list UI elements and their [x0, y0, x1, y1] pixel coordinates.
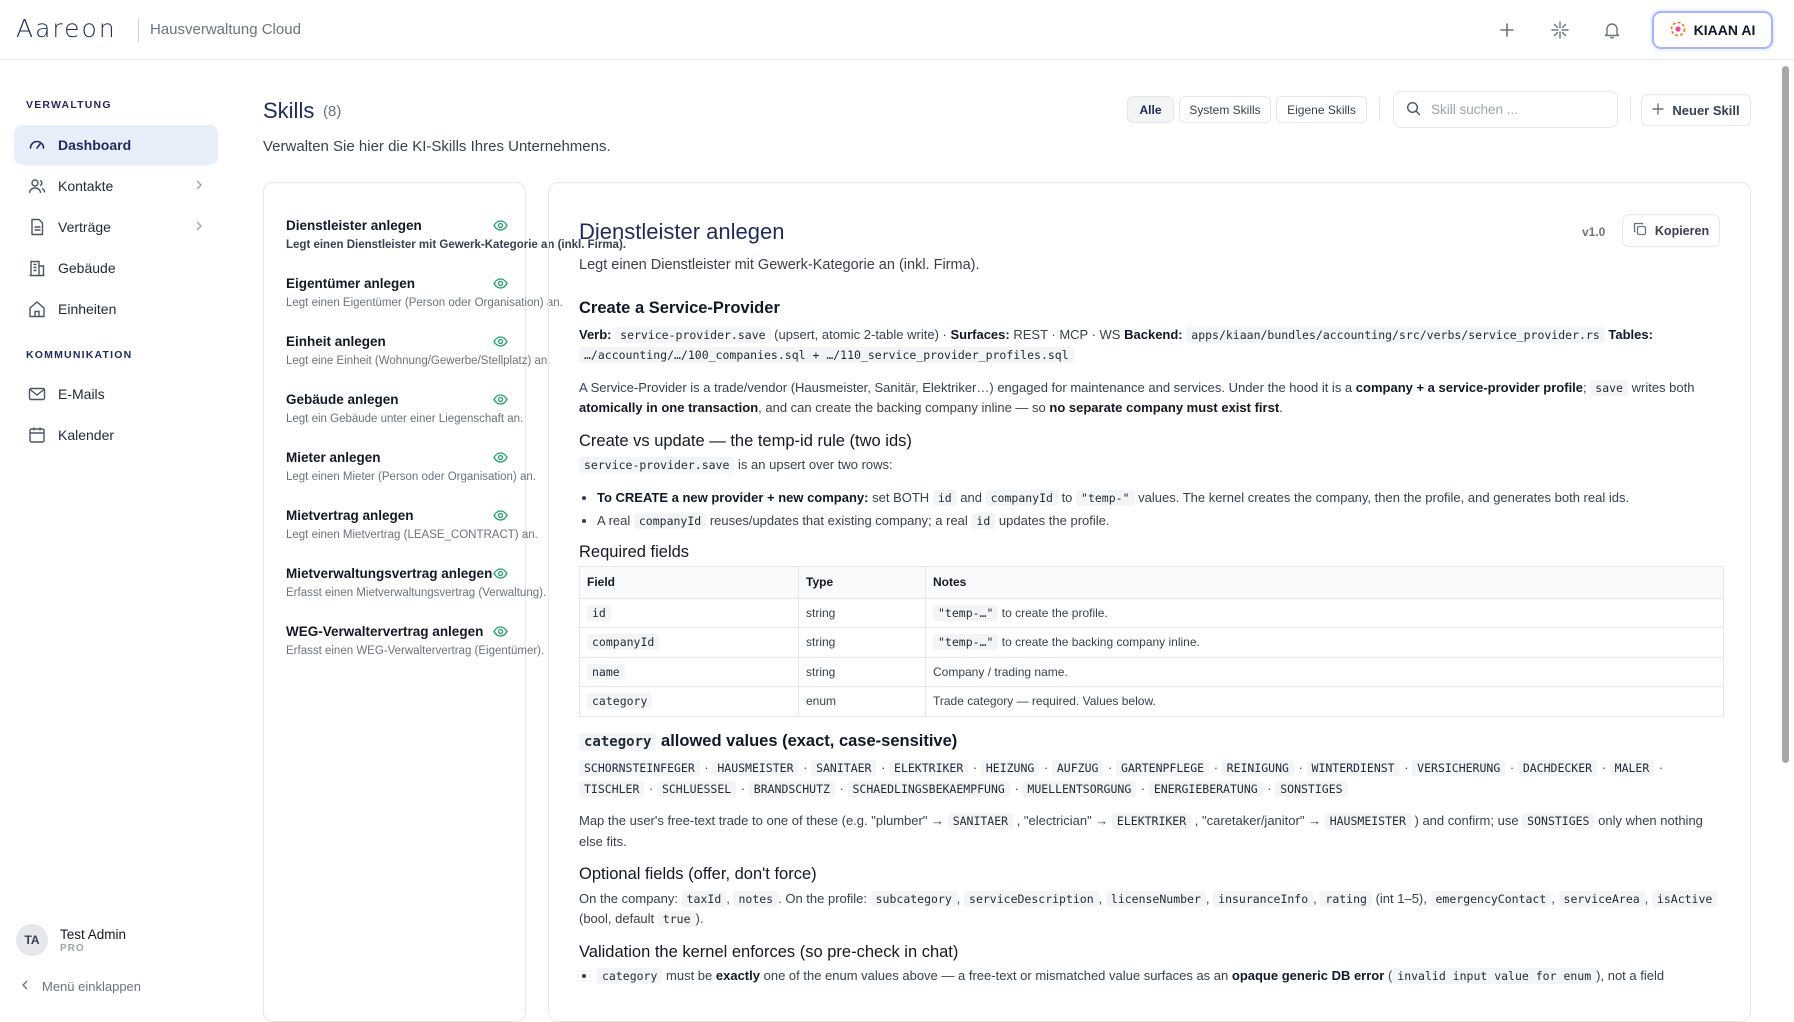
new-skill-label: Neuer Skill — [1672, 102, 1740, 118]
separator: · — [799, 760, 812, 775]
page-title: Skills — [263, 98, 315, 123]
app-name: Hausverwaltung Cloud — [150, 21, 301, 38]
skill-description: Legt einen Mieter (Person oder Organisation) an. — [286, 471, 536, 483]
skill-name: Gebäude anlegen — [286, 392, 399, 407]
chevron-right-icon — [194, 219, 204, 236]
chevron-right-icon — [194, 178, 204, 195]
skill-description: Legt ein Gebäude unter einer Liegenschaft an. — [286, 413, 524, 425]
enum-value: MALER — [1610, 760, 1655, 776]
sidebar-item-label: Kontakte — [58, 178, 114, 194]
new-skill-button[interactable] — [1641, 94, 1751, 126]
sidebar-item-label: Kalender — [58, 427, 115, 443]
top-bar — [0, 0, 1794, 60]
list-item: • To CREATE a new provider + new company: set BOTH id and companyId to "temp-" values. The kernel creates the company, then the profile, and generates both real ids. — [597, 488, 1724, 509]
app-logo[interactable]: Aareon — [16, 14, 117, 43]
filter-system-skills[interactable]: System Skills — [1179, 96, 1271, 123]
separator: · — [1137, 780, 1149, 796]
upsert-line: service-provider.save is an upsert over two rows: — [579, 455, 1724, 476]
page-scrollbar[interactable] — [1782, 66, 1789, 763]
separator: · — [1010, 780, 1023, 796]
separator: · — [1263, 780, 1276, 796]
document-icon — [28, 218, 46, 236]
enum-value: ELEKTRIKER — [889, 760, 968, 776]
skill-item[interactable] — [286, 392, 524, 425]
skill-name: WEG-Verwaltervertrag anlegen — [286, 624, 484, 639]
rule-list — [597, 488, 1724, 532]
sidebar-item-label: Dashboard — [58, 137, 132, 153]
sidebar-item-emails[interactable] — [14, 374, 218, 414]
enum-value: BRANDSCHUTZ — [749, 781, 835, 797]
mail-icon — [28, 385, 46, 403]
building-icon — [28, 259, 46, 277]
separator: · — [1655, 760, 1664, 775]
sidebar-item-kontakte[interactable] — [14, 166, 218, 206]
filter-own-skills[interactable]: Eigene Skills — [1276, 96, 1367, 123]
sidebar-item-label: Verträge — [58, 219, 111, 235]
search-input[interactable] — [1431, 102, 1611, 117]
sidebar-item-dashboard[interactable] — [14, 125, 218, 165]
skill-version: v1.0 — [1582, 225, 1606, 239]
plus-icon[interactable] — [1493, 16, 1521, 44]
skill-search[interactable] — [1393, 91, 1618, 128]
skill-name: Mietverwaltungsvertrag anlegen — [286, 566, 493, 581]
skill-item[interactable] — [286, 566, 547, 599]
sidebar — [0, 61, 232, 1013]
skill-item[interactable] — [286, 276, 563, 309]
sidebar-item-kalender[interactable] — [14, 415, 218, 455]
enum-value: ENERGIEBERATUNG — [1149, 781, 1263, 797]
table-row: id string "temp-…" to create the profile. — [580, 598, 1724, 628]
sidebar-item-gebaeude[interactable] — [14, 248, 218, 288]
enum-value: HEIZUNG — [981, 760, 1039, 776]
user-tier: PRO — [60, 942, 85, 954]
enum-value: WINTERDIENST — [1307, 760, 1400, 776]
backend-code: apps/kiaan/bundles/accounting/src/verbs/service_provider.rs — [1186, 327, 1605, 343]
avatar: TA — [16, 924, 48, 956]
intro-paragraph: A Service-Provider is a trade/vendor (Hausmeister, Sanitär, Elektriker…) engaged for maintenance and services. Under the hood it is a company + a service-provider profile; save writes both atomically in one transaction, and can create the backing company inline — so no separate company must exist first. — [579, 379, 1695, 415]
enum-value: DACHDECKER — [1518, 760, 1597, 776]
plus-icon — [1652, 103, 1664, 118]
enum-value: GARTENPFLEGE — [1116, 760, 1209, 776]
section-heading: Required fields — [579, 542, 690, 561]
tables-code: …/accounting/…/100_companies.sql + …/110_service_provider_profiles.sql — [579, 347, 1074, 363]
skill-description: Erfasst einen WEG-Verwaltervertrag (Eigentümer). — [286, 645, 545, 657]
kiaan-logo-icon — [1670, 21, 1686, 40]
eye-icon[interactable] — [493, 276, 508, 292]
toolbar-divider — [1379, 97, 1380, 121]
sidebar-item-label: E-Mails — [58, 386, 105, 402]
skill-name: Eigentümer anlegen — [286, 276, 416, 291]
verb-line: Verb: service-provider.save (upsert, atomic 2-table write) · Surfaces: REST · MCP · WS Backend: apps/kiaan/bundles/accounting/src/verbs/service_provider.rs Tables: …/accounting/…/100_companies.sql + …/110_service_provider_profiles.sql — [579, 326, 1653, 362]
enum-values — [579, 758, 1724, 799]
enum-value: AUFZUG — [1052, 760, 1104, 776]
section-heading: Create a Service-Provider — [579, 299, 780, 317]
skill-item[interactable] — [286, 450, 536, 483]
gauge-icon — [28, 136, 46, 154]
logo-divider — [138, 18, 139, 42]
eye-icon[interactable] — [493, 392, 508, 408]
optional-paragraph: On the company: taxId , notes . On the profile: subcategory , serviceDescription , licenseNumber , insuranceInfo , rating (int 1–5), emergencyContact , serviceArea , isActive (bool, default true ). — [579, 889, 1724, 930]
skill-name: Einheit anlegen — [286, 334, 386, 349]
eye-icon[interactable] — [493, 508, 508, 524]
separator: · — [1210, 760, 1222, 775]
users-icon — [28, 177, 46, 195]
skill-detail — [548, 182, 1751, 1022]
enum-value: SCHAEDLINGSBEKAEMPFUNG — [848, 781, 1010, 797]
collapse-menu-button[interactable] — [20, 979, 141, 994]
filter-all[interactable]: Alle — [1127, 96, 1174, 123]
nav-section-kommunikation: KOMMUNIKATION — [26, 349, 133, 361]
sidebar-item-label: Gebäude — [58, 260, 116, 276]
separator: · — [645, 780, 657, 796]
separator: · — [700, 760, 713, 775]
column-header: Type — [799, 567, 926, 599]
list-item: • category must be exactly one of the enum values above — a free-text or mismatched value surfaces as an opaque generic DB error ( invalid input value for enum ), not a field — [597, 966, 1724, 987]
table-row: companyId string "temp-…" to create the backing company inline. — [580, 628, 1724, 658]
skill-name: Mietvertrag anlegen — [286, 508, 414, 523]
calendar-icon — [28, 426, 46, 444]
enum-value: SONSTIGES — [1275, 781, 1347, 797]
separator: · — [835, 780, 848, 796]
separator: · — [877, 760, 890, 775]
skill-item[interactable] — [286, 624, 545, 657]
separator: · — [1506, 760, 1518, 775]
validation-list — [597, 966, 1724, 987]
skill-count: (8) — [323, 103, 342, 120]
column-header: Notes — [926, 567, 1724, 599]
column-header: Field — [580, 567, 799, 599]
nav-section-verwaltung: VERWALTUNG — [26, 99, 112, 111]
enum-value: MUELLENTSORGUNG — [1022, 781, 1136, 797]
table-row: category enum Trade category — required. Values below. — [580, 687, 1724, 717]
skill-description: Legt eine Einheit (Wohnung/Gewerbe/Stellplatz) an. — [286, 355, 551, 367]
enum-value: SCHORNSTEINFEGER — [579, 760, 700, 776]
enum-value: HAUSMEISTER — [712, 760, 798, 776]
skill-item[interactable] — [286, 334, 551, 367]
section-heading: Create vs update — the temp-id rule (two ids) — [579, 431, 912, 450]
section-heading: Validation the kernel enforces (so pre-check in chat) — [579, 942, 959, 961]
enum-value: SANITAER — [811, 760, 876, 776]
sidebar-item-einheiten[interactable] — [14, 289, 218, 329]
separator: · — [1104, 760, 1116, 775]
user-profile[interactable] — [16, 924, 126, 956]
eye-icon[interactable] — [493, 334, 508, 350]
section-heading: Optional fields (offer, don't force) — [579, 865, 817, 883]
eye-icon[interactable] — [493, 218, 508, 234]
mapping-paragraph: Map the user's free-text trade to one of these (e.g. "plumber" → SANITAER , "electrician" → ELEKTRIKER , "caretaker/janitor" → HAUSMEISTER ) and confirm; use SONSTIGES only when nothing else fits. — [579, 813, 1703, 849]
required-fields-table — [579, 566, 1724, 717]
sidebar-item-label: Einheiten — [58, 301, 117, 317]
eye-icon[interactable] — [493, 566, 508, 582]
home-icon — [28, 300, 46, 318]
list-item: • A real companyId reuses/updates that existing company; a real id updates the profile. — [597, 511, 1724, 532]
sparkle-icon[interactable] — [1546, 16, 1574, 44]
skill-summary: Legt einen Dienstleister mit Gewerk-Kategorie an (inkl. Firma). — [579, 257, 980, 273]
skill-name: Mieter anlegen — [286, 450, 381, 465]
enum-value: VERSICHERUNG — [1412, 760, 1505, 776]
copy-label: Kopieren — [1654, 223, 1710, 238]
skill-content — [579, 298, 1724, 997]
copy-icon — [1633, 222, 1647, 239]
section-heading: category allowed values (exact, case-sensitive) — [579, 731, 1724, 753]
skill-title: Dienstleister anlegen — [579, 219, 785, 244]
verb-code: service-provider.save — [615, 327, 770, 343]
table-row: name string Company / trading name. — [580, 657, 1724, 687]
bell-icon[interactable] — [1598, 16, 1626, 44]
eye-icon[interactable] — [493, 450, 508, 466]
skill-description: Legt einen Mietvertrag (LEASE_CONTRACT) an. — [286, 529, 538, 541]
skill-name: Dienstleister anlegen — [286, 218, 422, 233]
separator: · — [1294, 760, 1307, 775]
user-name: Test Admin — [60, 926, 127, 942]
table-header-row — [580, 567, 1724, 599]
separator: · — [1040, 760, 1052, 775]
separator: · — [969, 760, 981, 775]
enum-value: SCHLUESSEL — [657, 781, 736, 797]
skill-item[interactable] — [286, 218, 626, 251]
separator: · — [737, 780, 749, 796]
separator: · — [1400, 760, 1413, 775]
skill-description: Legt einen Dienstleister mit Gewerk-Kategorie an (inkl. Firma). — [286, 239, 626, 251]
collapse-label: Menü einklappen — [42, 979, 142, 994]
sidebar-item-vertraege[interactable] — [14, 207, 218, 247]
chevron-left-icon — [20, 979, 30, 994]
skill-description: Erfasst einen Mietverwaltungsvertrag (Verwaltung). — [286, 587, 547, 599]
toolbar-divider — [1630, 97, 1631, 121]
enum-value: REINIGUNG — [1222, 760, 1294, 776]
separator: · — [1598, 760, 1610, 775]
enum-value: TISCHLER — [579, 781, 644, 797]
skill-item[interactable] — [286, 508, 538, 541]
skill-description: Legt einen Eigentümer (Person oder Organisation) an. — [286, 297, 563, 309]
eye-icon[interactable] — [493, 624, 508, 640]
kiaan-label: KIAAN AI — [1693, 22, 1756, 38]
search-icon — [1406, 101, 1421, 119]
kiaan-ai-button[interactable] — [1652, 11, 1773, 49]
page-subtitle: Verwalten Sie hier die KI-Skills Ihres Unternehmens. — [263, 138, 611, 155]
copy-button[interactable] — [1622, 214, 1720, 247]
